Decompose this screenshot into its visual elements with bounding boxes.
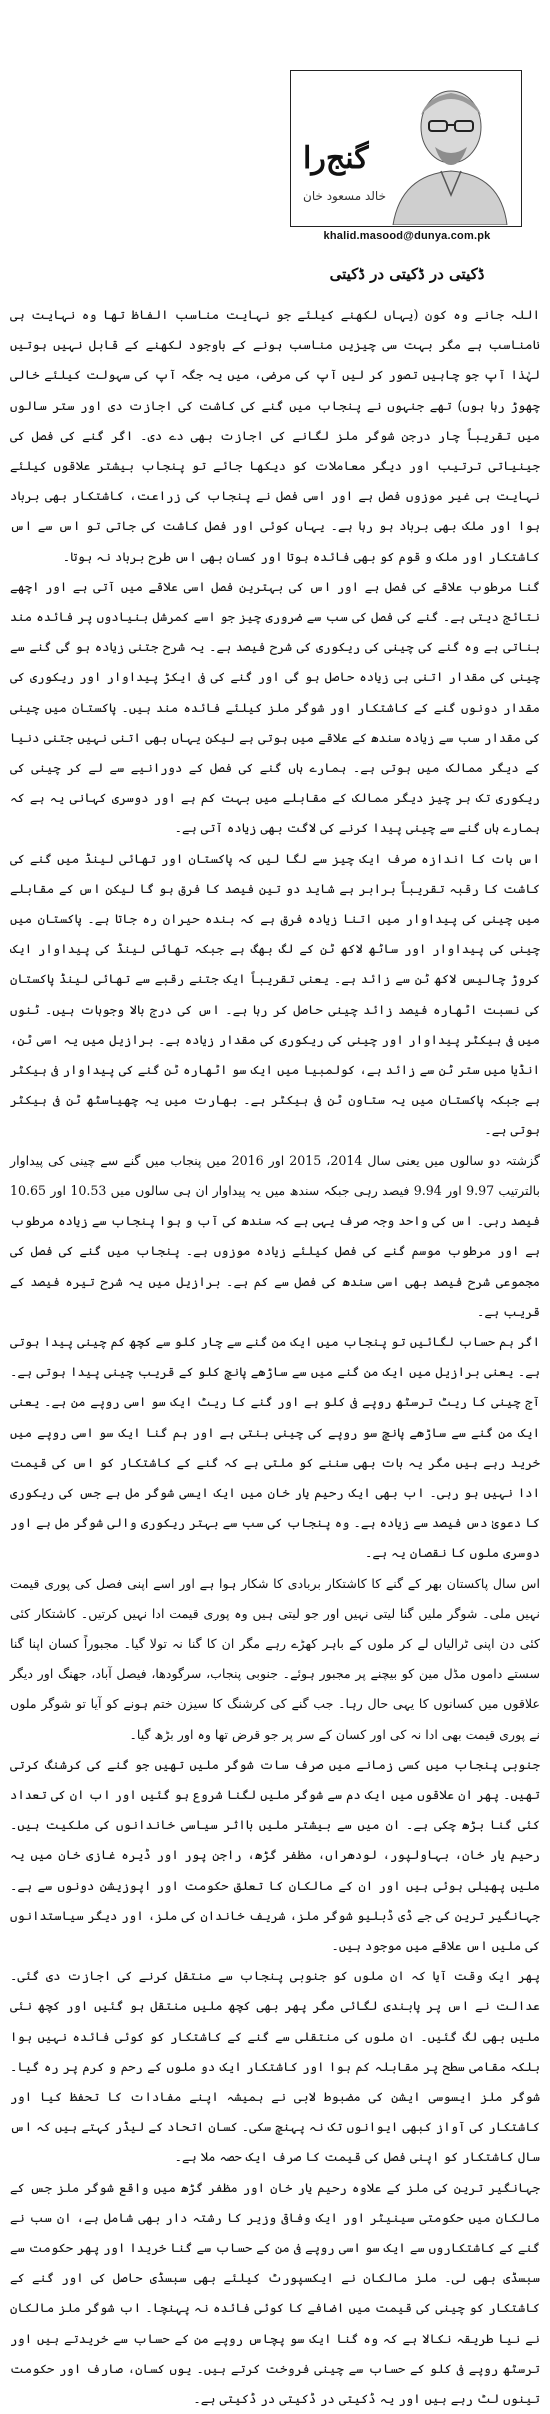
article-body (10, 300, 540, 2414)
article-paragraph: گنا مرطوب علاقے کی فصل ہے اور اس کی بہترین فصل اسی علاقے میں آتی ہے اور اچھے نتائج دیتی ہے۔ گنے کی فصل کی سب سے ضروری چیز جو اسے کمرشل بنیادوں پر فائدہ مند بناتی ہے وہ گنے کی چینی کی ریکوری کی شرح فیصد ہے۔ یہ شرح جتنی زیادہ ہو گی گنے سے چینی کی مقدار اتنی ہی زیادہ حاصل ہو گی اور گنے کی فی ایکڑ پیداوار اور ریکوری کی مقدار دونوں گنے کے کاشتکار اور شوگر ملز کیلئے فائدہ مند ہیں۔ پاکستان میں چینی کی مقدار سب سے زیادہ سندھ کے علاقے میں ہوتی ہے لیکن یہاں بھی اتنی نہیں جتنی دنیا کے دیگر ممالک میں ہوتی ہے۔ ہمارے ہاں گنے کی فصل کے دورانیے سے لے کر چینی کی ریکوری تک ہر چیز دیگر ممالک کے مقابلے میں بہت کم ہے اور دوسری کہانی یہ ہے کہ ہمارے ہاں گنے سے چینی پیدا کرنے کی لاگت بھی زیادہ آتی ہے۔ (10, 578, 540, 836)
column-headline: ڈکیتی در ڈکیتی در ڈکیتی (329, 265, 485, 283)
article-paragraph: جہانگیر ترین کی ملز کے علاوہ رحیم یار خان اور مظفر گڑھ میں واقع شوگر ملز جس کے مالکان میں حکومتی سینیٹر اور ایک وفاقی وزیر کا رشتہ دار بھی شامل ہے، ان سب نے گنے کے کاشتکاروں سے ایک سو اسی روپے فی من کے حساب سے گنا خریدا اور پھر حکومت سے سبسڈی بھی لی۔ ملز مالکان نے ایکسپورٹ کیلئے بھی سبسڈی حاصل کی اور گنے کے کاشتکار کو چینی کی قیمت میں اضافے کا کوئی فائدہ نہ پہنچا۔ اب شوگر ملز مالکان نے نیا طریقہ نکالا ہے کہ وہ گنا ایک سو پچاس روپے من کے حساب سے خریدتے ہیں اور ترسٹھ روپے فی کلو کے حساب سے چینی فروخت کرتے ہیں۔ یوں کسان، صارف اور حکومت تینوں لٹ رہے ہیں اور یہ ڈکیتی در ڈکیتی در ڈکیتی ہے۔ (10, 2179, 540, 2407)
article-paragraph: گزشتہ دو سالوں میں یعنی سال 2014، 2015 اور 2016 میں پنجاب میں گنے سے چینی کی پیداوار بالترتیب 9.97 اور 9.94 فیصد رہی جبکہ سندھ میں یہ پیداوار ان ہی سالوں میں 10.53 اور 10.65 فیصد رہی۔ اس کی واحد وجہ صرف یہی ہے کہ سندھ کی آب و ہوا پنجاب سے زیادہ مرطوب ہے اور مرطوب موسم گنے کی فصل کیلئے زیادہ موزوں ہے۔ پنجاب میں گنے کی فصل کی مجموعی شرح فیصد بھی اسی سندھ کی فصل سے کم ہے۔ برازیل میں یہ شرح تیرہ فیصد کے قریب ہے۔ (10, 1152, 541, 1319)
author-email: khalid.masood@dunya.com.pk (323, 230, 491, 242)
article-paragraph: اس سال پاکستان بھر کے گنے کا کاشتکار بربادی کا شکار ہوا ہے اور اسے اپنی فصل کی پوری قیمت نہیں ملی۔ شوگر ملیں گنا لیتی نہیں اور جو لیتی ہیں وہ پوری قیمت ادا نہیں کرتیں۔ کاشتکار کئی کئی دن اپنی ٹرالیاں لے کر ملوں کے باہر کھڑے رہے مگر ان کا گنا نہ تولا گیا۔ مجبوراً کسان اپنا گنا سستے داموں مڈل مین کو بیچنے پر مجبور ہوئے۔ جنوبی پنجاب، سرگودھا، فیصل آباد، جھنگ اور دیگر علاقوں میں کسانوں کا یہی حال رہا۔ جب گنے کی کرشنگ کا سیزن ختم ہونے کو آیا تو شوگر ملوں نے پوری قیمت بھی ادا نہ کی اور کسان کے سر پر جو قرض تھا وہ اور بڑھ گیا۔ (10, 1575, 540, 1742)
author-name: خالد مسعود خان (303, 189, 387, 203)
author-portrait (383, 75, 513, 225)
article-paragraph: اللہ جانے وہ کون (یہاں لکھنے کیلئے جو نہایت مناسب الفاظ تھا وہ نہایت ہی نامناسب ہے مگر بہت سی چیزیں مناسب ہونے کے باوجود لکھنے کے قابل نہیں ہوتیں لہٰذا آپ جو چاہیں تصور کر لیں آپ کی مرضی، میں یہ جگہ آپ کی سہولت کیلئے خالی چھوڑ رہا ہوں) تھے جنہوں نے پنجاب میں گنے کی کاشت کی اجازت دی اور ستر سالوں میں تقریباً چار درجن شوگر ملز لگانے کی اجازت بھی دے دی۔ اگر گنے کی فصل کی جینیاتی ترتیب اور دیگر معاملات کو دیکھا جائے تو پنجاب بیشتر علاقوں کیلئے نہایت ہی غیر موزوں فصل ہے اور اسی فصل نے پنجاب کی زراعت، کاشتکار بھی برباد ہوا اور ملک بھی برباد ہو رہا ہے۔ یہاں کوئی اور فصل کاشت کی جاتی تو اس سے اس کاشتکار اور ملک و قوم کو بھی فائدہ ہوتا اور کسان بھی اس طرح برباد نہ ہوتا۔ (10, 307, 540, 564)
article-paragraph: پھر ایک وقت آیا کہ ان ملوں کو جنوبی پنجاب سے منتقل کرنے کی اجازت دی گئی۔ عدالت نے اس پر پابندی لگائی مگر پھر بھی کچھ ملیں منتقل ہو گئیں اور کچھ نئی ملیں بھی لگ گئیں۔ ان ملوں کی منتقلی سے گنے کے کاشتکار کو کوئی فائدہ نہیں ہوا بلکہ مقامی سطح پر مقابلہ کم ہوا اور کاشتکار ایک دو ملوں کے رحم و کرم پر رہ گیا۔ شوگر ملز ایسوسی ایشن کی مضبوط لابی نے ہمیشہ اپنے مفادات کا تحفظ کیا اور کاشتکار کی آواز کبھی ایوانوں تک نہ پہنچ سکی۔ کسان اتحاد کے لیڈر کہتے ہیں کہ اس سال کاشتکار کو اپنی فصل کی قیمت کا صرف ایک حصہ ملا ہے۔ (10, 1968, 540, 2165)
article-paragraph: اگر ہم حساب لگائیں تو پنجاب میں ایک من گنے سے چار کلو سے کچھ کم چینی پیدا ہوتی ہے۔ یعنی برازیل میں ایک من گنے میں سے ساڑھے پانچ کلو کے قریب چینی پیدا ہوتی ہے۔ آج چینی کا ریٹ ترسٹھ روپے فی کلو ہے اور گنے کا ریٹ ایک سو اسی روپے من ہے۔ یعنی ایک من گنے سے ساڑھے پانچ سو روپے کی چینی بنتی ہے اور ہم گنا ایک سو اسی روپے میں خرید رہے ہیں مگر یہ بات بھی سننے کو ملتی ہے کہ گنے کے کاشتکار کو اس کی قیمت ادا نہیں ہو رہی۔ اب بھی ایک رحیم یار خان میں ایک ایسی شوگر مل ہے جس کی ریکوری کا دعویٰ دس فیصد سے زیادہ ہے۔ وہ پنجاب کی سب سے بہتر ریکوری والی شوگر مل ہے اور دوسری ملوں کا نقصان یہ ہے۔ (10, 1333, 540, 1561)
column-logo: گنج‌را (303, 141, 369, 176)
author-photo-frame (290, 70, 522, 227)
article-paragraph: اس بات کا اندازہ صرف ایک چیز سے لگا لیں کہ پاکستان اور تھائی لینڈ میں گنے کی کاشت کا رقبہ تقریباً برابر ہے شاید دو تین فیصد کا فرق ہو گا لیکن اس کے مقابلے میں چینی کی پیداوار میں اتنا زیادہ فرق ہے کہ بندہ حیران رہ جاتا ہے۔ پاکستان میں چینی کی پیداوار اور ساٹھ لاکھ ٹن کے لگ بھگ ہے جبکہ تھائی لینڈ کی پیداوار ایک کروڑ چالیس لاکھ ٹن سے زائد ہے۔ یعنی تقریباً ایک جتنے رقبے سے تھائی لینڈ پاکستان کی نسبت اٹھارہ فیصد زائد چینی حاصل کر رہا ہے۔ اس کی درج بالا وجوہات ہیں۔ ٹنوں میں فی ہیکٹر پیداوار اور چینی کی ریکوری کی مقدار زیادہ ہے۔ برازیل میں یہ اسی ٹن، انڈیا میں ستر ٹن سے زائد ہے، کولمبیا میں ایک سو اٹھارہ ٹن گنے کی پیداوار فی ہیکٹر ہے جبکہ پاکستان میں یہ ستاون ٹن فی ہیکٹر ہے۔ بھارت میں یہ چھیاسٹھ ٹن فی ہیکٹر ہوتی ہے۔ (10, 850, 540, 1138)
article-paragraph: جنوبی پنجاب میں کسی زمانے میں صرف سات شوگر ملیں تھیں جو گنے کی کرشنگ کرتی تھیں۔ پھر ان علاقوں میں ایک دم سے شوگر ملیں لگنا شروع ہو گئیں اور اب ان کی تعداد کئی گنا بڑھ چکی ہے۔ ان میں سے بیشتر ملیں بااثر سیاسی خاندانوں کی ملکیت ہیں۔ رحیم یار خان، بہاولپور، لودھراں، مظفر گڑھ، راجن پور اور ڈیرہ غازی خان میں یہ ملیں پھیلی ہوئی ہیں اور ان کے مالکان کا تعلق حکومت اور اپوزیشن دونوں سے ہے۔ جہانگیر ترین کی جے ڈی ڈبلیو شوگر ملز، شریف خاندان کی ملز، اور دیگر سیاستدانوں کی ملیں اس علاقے میں موجود ہیں۔ (10, 1756, 540, 1953)
column-header (282, 70, 522, 285)
